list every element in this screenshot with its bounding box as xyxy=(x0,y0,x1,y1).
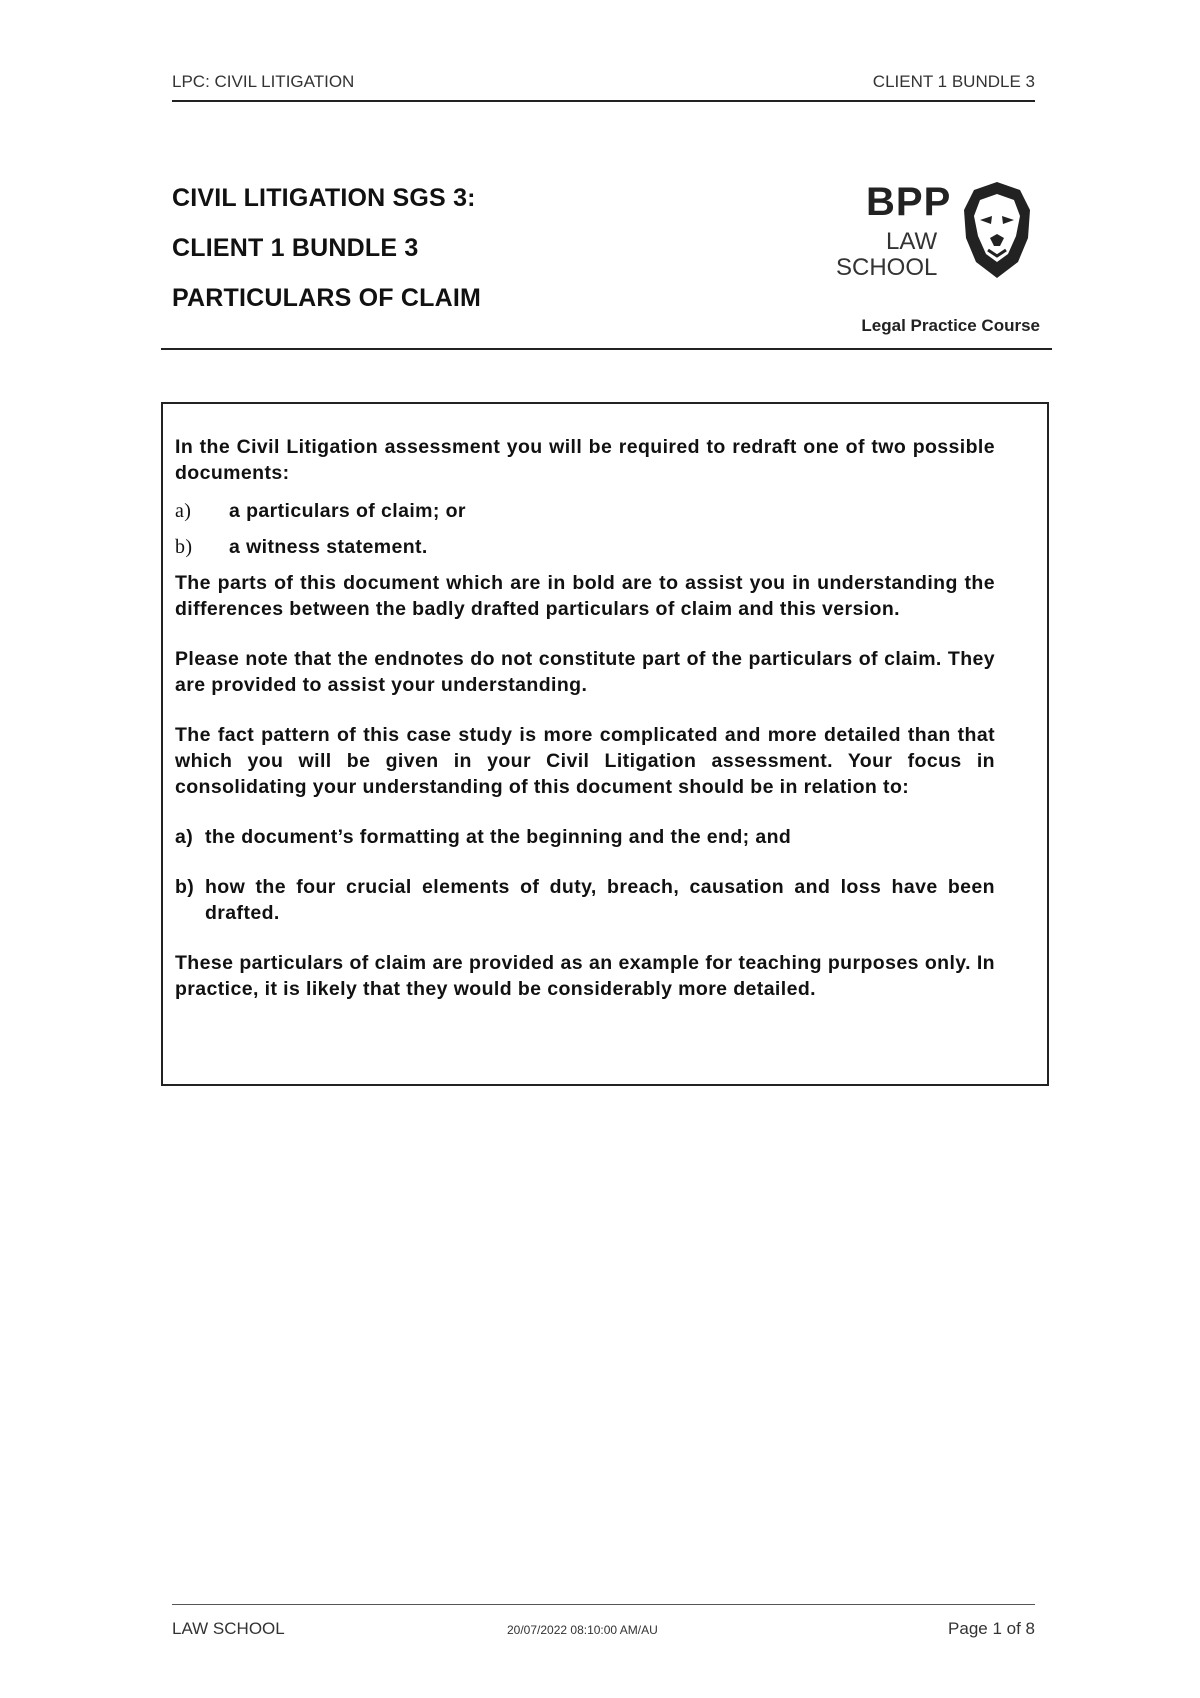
option-item xyxy=(175,534,995,560)
option-marker: a) xyxy=(175,500,192,522)
document-title xyxy=(172,184,481,334)
focus-marker: b) xyxy=(175,876,195,898)
page-footer xyxy=(172,1604,1035,1645)
header-bundle: CLIENT 1 BUNDLE 3 xyxy=(872,72,1035,91)
title-line-3: PARTICULARS OF CLAIM xyxy=(172,284,482,312)
title-line-1: CIVIL LITIGATION SGS 3: xyxy=(172,184,476,212)
focus-text: the document’s formatting at the beginning and the end; and xyxy=(205,826,792,848)
course-subtitle: Legal Practice Course xyxy=(861,316,1040,335)
page-header xyxy=(172,70,1035,102)
bpp-law-school-logo xyxy=(836,180,1036,290)
logo-law: LAW xyxy=(886,228,938,255)
logo-bpp: BPP xyxy=(866,180,952,224)
notice-box xyxy=(161,402,1049,1086)
focus-item xyxy=(175,874,995,926)
title-line-2: CLIENT 1 BUNDLE 3 xyxy=(172,234,419,262)
option-marker: b) xyxy=(175,536,193,558)
logo-school: SCHOOL xyxy=(836,254,938,281)
focus-marker: a) xyxy=(175,826,194,848)
footer-school: LAW SCHOOL xyxy=(172,1619,285,1638)
notice-paragraph: The fact pattern of this case study is more complicated and more detailed than that which you will be given in your Civil Litigation assessment. Your focus in consolidating your understanding of this document should be in relation to: xyxy=(175,724,995,798)
footer-page-number: Page 1 of 8 xyxy=(948,1619,1035,1638)
lion-head-icon xyxy=(962,180,1032,280)
option-text: a particulars of claim; or xyxy=(229,500,466,522)
option-text: a witness statement. xyxy=(229,536,428,558)
header-course: LPC: CIVIL LITIGATION xyxy=(172,72,355,91)
notice-paragraph: The parts of this document which are in bold are to assist you in understanding the differences between the badly drafted particulars of claim and this version. xyxy=(175,572,995,620)
title-divider xyxy=(161,348,1052,350)
notice-paragraph: Please note that the endnotes do not constitute part of the particulars of claim. They are provided to assist your understanding. xyxy=(175,648,995,696)
footer-timestamp: 20/07/2022 08:10:00 AM/AU xyxy=(507,1623,658,1637)
option-item xyxy=(175,498,995,524)
focus-text: how the four crucial elements of duty, breach, causation and loss have been drafted. xyxy=(205,876,995,924)
notice-paragraph: These particulars of claim are provided as an example for teaching purposes only. In practice, it is likely that they would be considerably more detailed. xyxy=(175,952,995,1000)
focus-item xyxy=(175,824,995,850)
notice-intro: In the Civil Litigation assessment you will be required to redraft one of two possible documents: xyxy=(175,436,995,484)
